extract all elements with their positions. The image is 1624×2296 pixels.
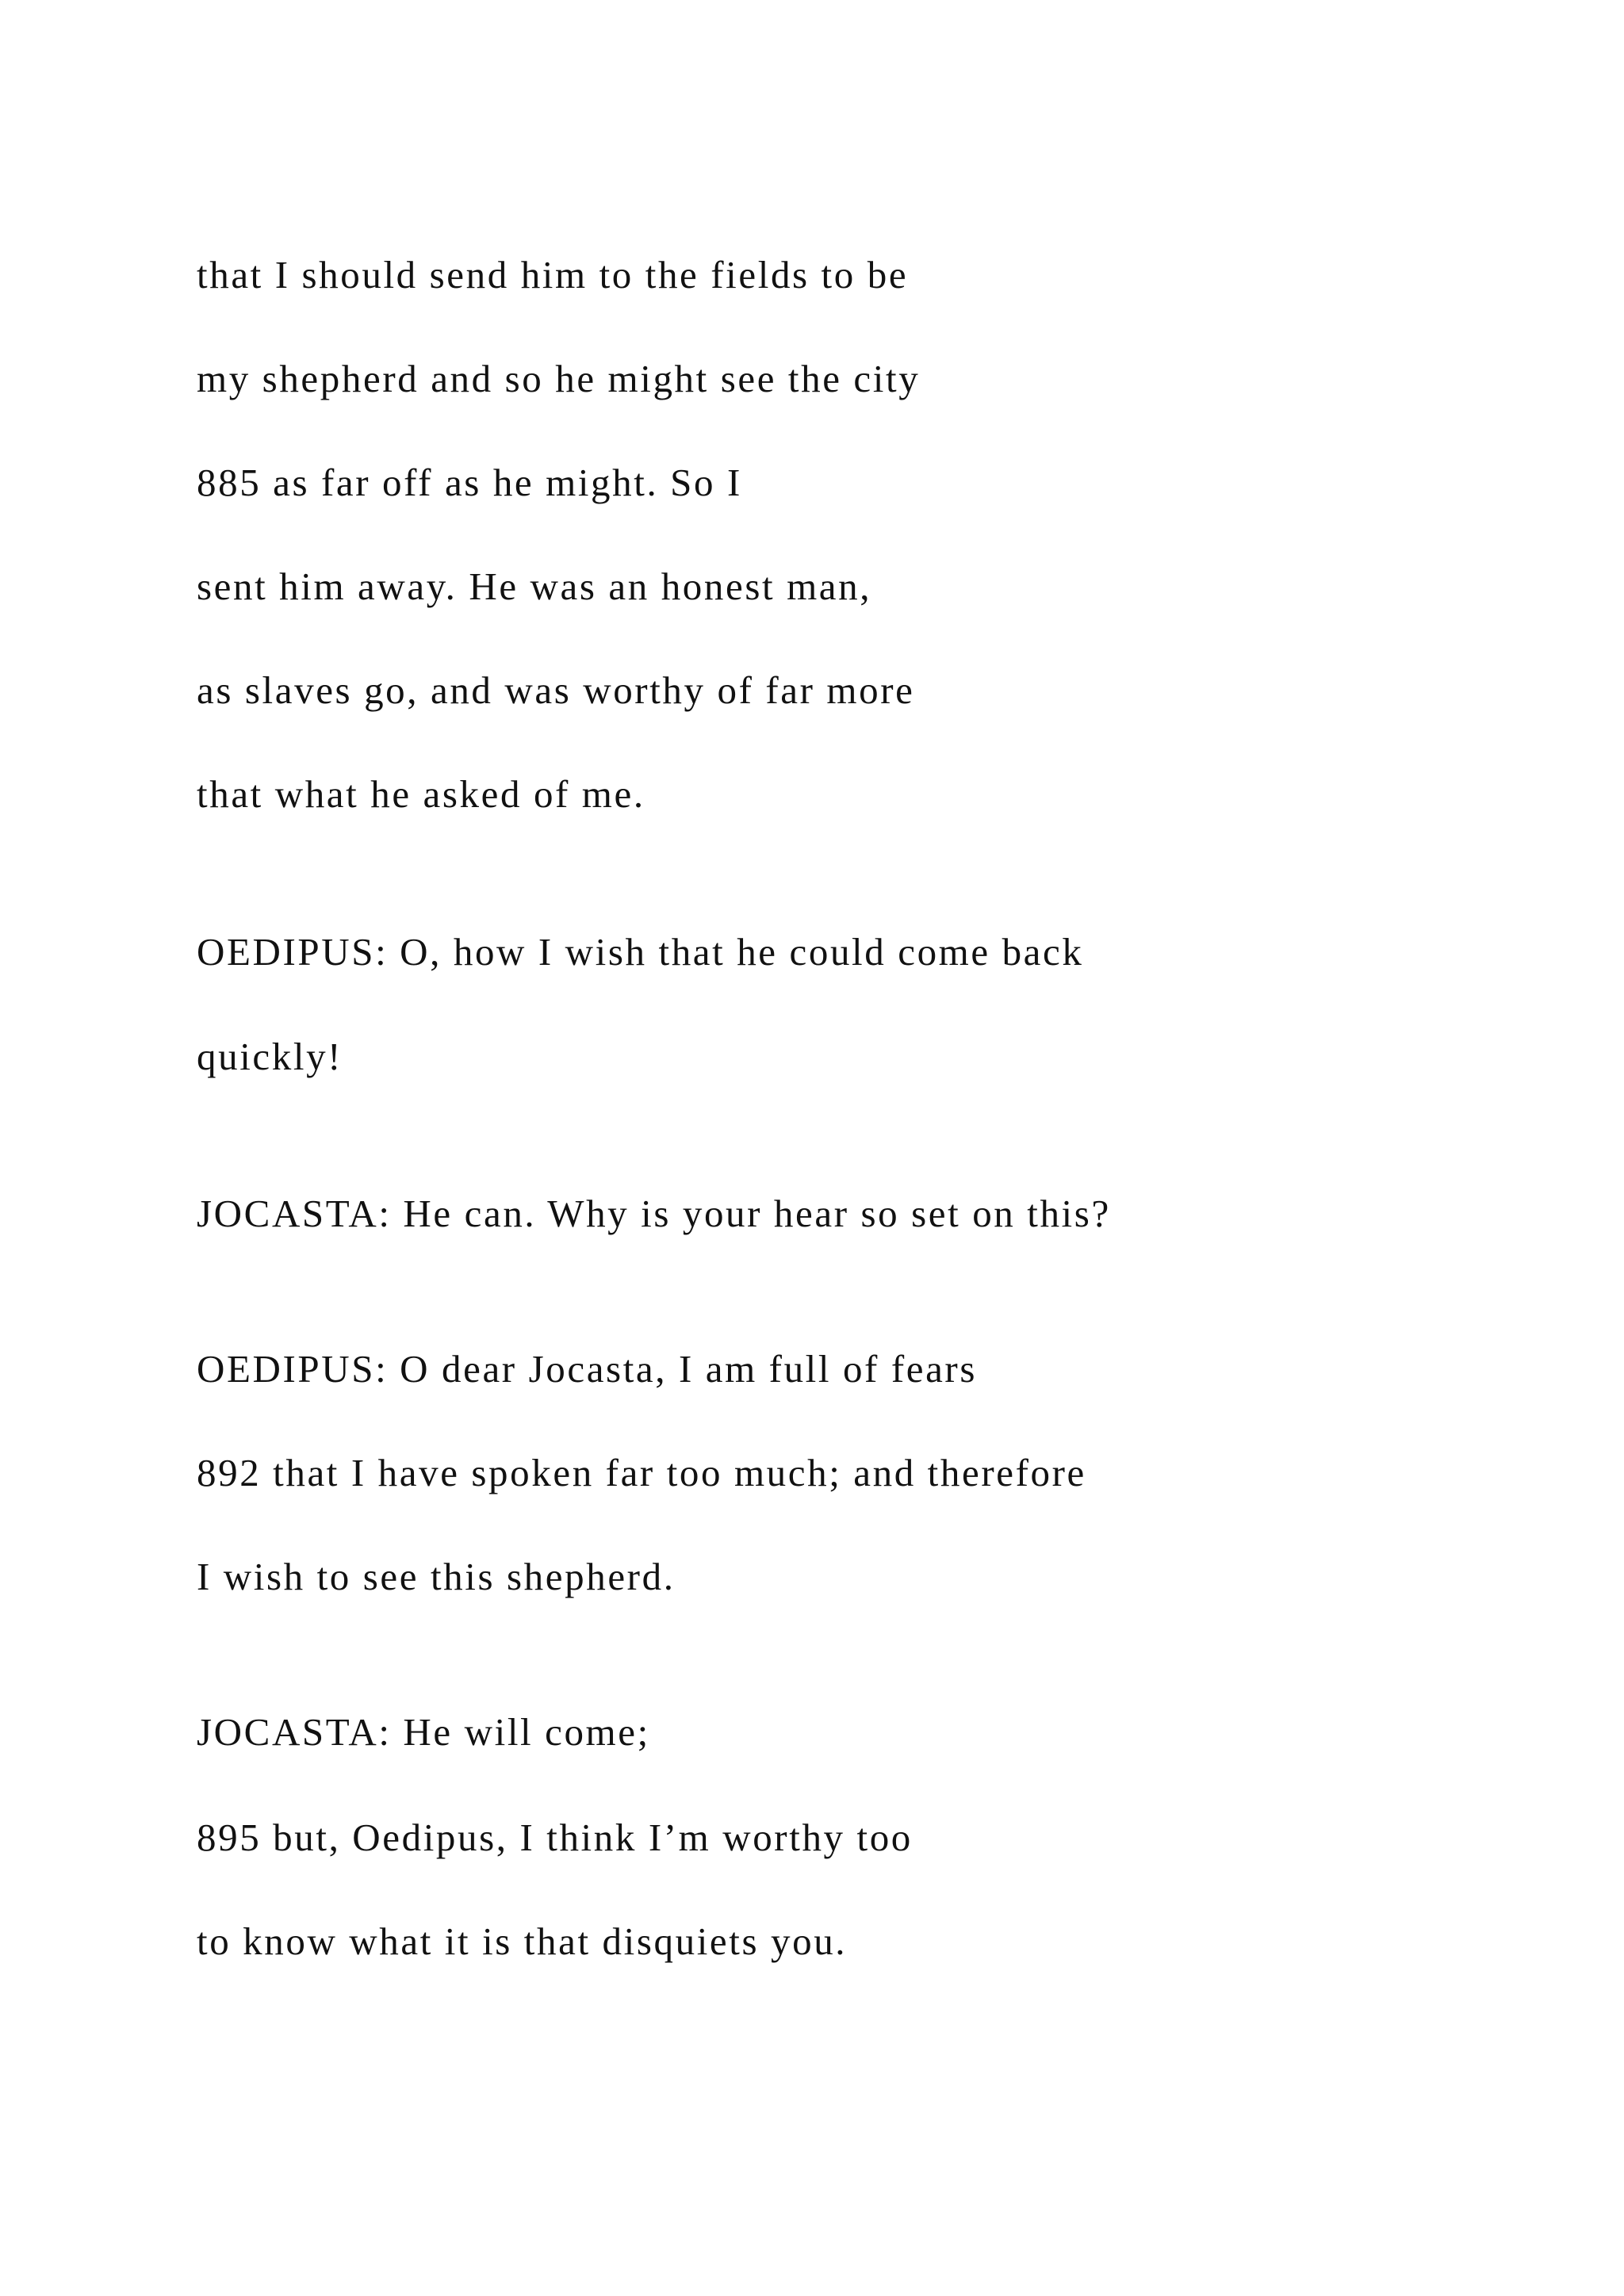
text-line: 892 that I have spoken far too much; and therefore [197, 1451, 1086, 1494]
text-line: that I should send him to the fields to be [197, 253, 909, 297]
text-line: sent him away. He was an honest man, [197, 564, 872, 608]
text-line: that what he asked of me. [197, 772, 645, 816]
text-line: quickly! [197, 1035, 343, 1078]
text-line: OEDIPUS: O dear Jocasta, I am full of fears [197, 1347, 978, 1391]
text-line: as slaves go, and was worthy of far more [197, 668, 915, 712]
text-line: 895 but, Oedipus, I think I’m worthy too [197, 1816, 913, 1859]
text-line: I wish to see this shepherd. [197, 1555, 676, 1598]
text-line: JOCASTA: He will come; [197, 1710, 650, 1754]
text-line: to know what it is that disquiets you. [197, 1919, 848, 1963]
text-line: JOCASTA: He can. Why is your hear so set on this? [197, 1192, 1111, 1235]
text-line: my shepherd and so he might see the city [197, 357, 921, 400]
text-line: OEDIPUS: O, how I wish that he could come back [197, 930, 1084, 974]
text-line: 885 as far off as he might. So I [197, 461, 742, 504]
